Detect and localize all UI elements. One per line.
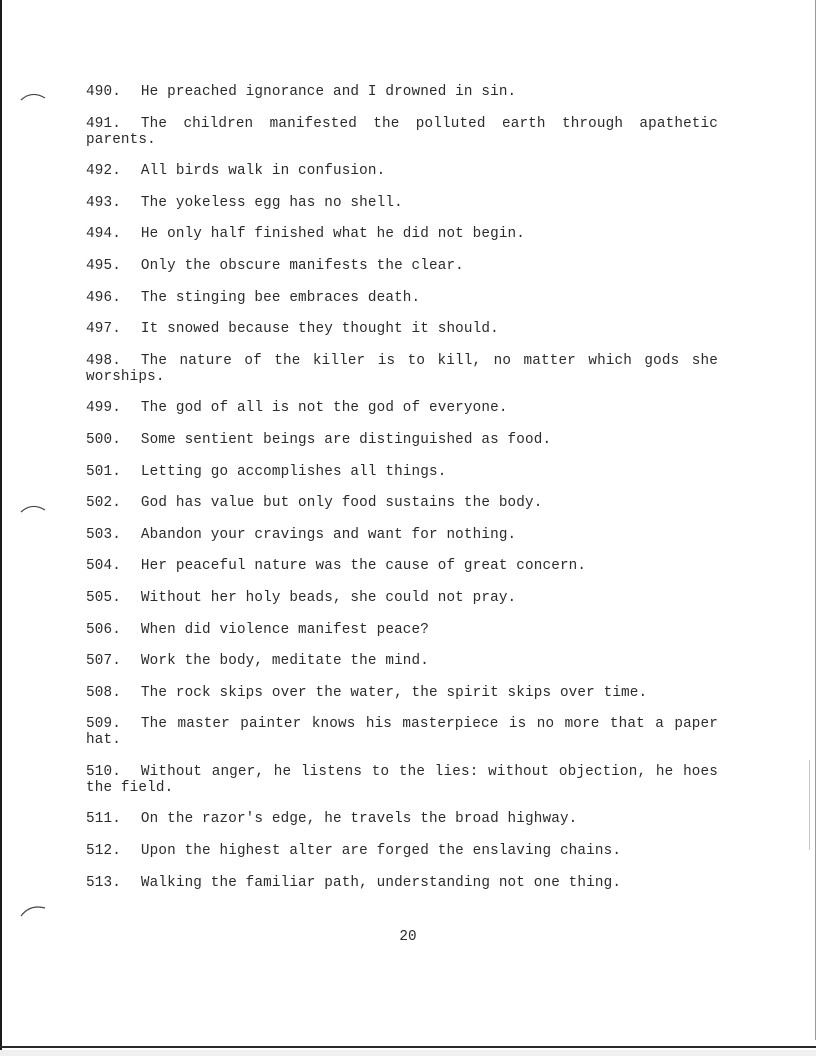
entry-number: 492. [86,163,121,180]
punch-hole-mark-middle [20,500,46,518]
aphorism-entry [86,527,718,543]
aphorism-entry [86,495,718,511]
entry-text: Her peaceful nature was the cause of great concern. [140,558,587,575]
entry-number: 511. [86,811,121,828]
aphorism-entry [86,84,718,100]
aphorism-entry [86,290,718,306]
entry-number: 505. [86,589,121,606]
scan-edge-right-inner [809,760,810,850]
aphorism-entry [86,622,718,638]
entry-text: God has value but only food sustains the body. [140,495,543,512]
entry-text: The god of all is not the god of everyone. [140,400,508,417]
entry-number: 506. [86,621,121,638]
entry-text: The nature of the killer is to kill, no matter which gods she worships. [86,352,718,385]
entry-text: Without her holy beads, she could not pray. [140,589,517,606]
aphorism-entry [86,464,718,480]
entry-number: 498. [86,352,121,369]
entry-text: The rock skips over the water, the spirit skips over time. [140,684,648,701]
aphorism-entry [86,400,718,416]
page-number: 20 [399,929,417,945]
entry-number: 497. [86,321,121,338]
entry-text: All birds walk in confusion. [140,163,386,180]
aphorism-entry [86,116,718,148]
entry-number: 512. [86,843,121,860]
aphorism-entry [86,195,718,211]
entry-number: 509. [86,716,121,733]
entry-number: 496. [86,289,121,306]
entry-number: 493. [86,194,121,211]
punch-hole-mark-bottom [20,902,46,920]
aphorism-entry [86,226,718,242]
entry-text: Walking the familiar path, understanding not one thing. [140,874,622,891]
aphorism-list [86,84,718,891]
entry-text: Letting go accomplishes all things. [140,463,447,480]
entry-text: It snowed because they thought it should. [140,321,499,338]
scan-margin-bottom [0,1050,816,1056]
aphorism-entry [86,843,718,859]
entry-text: The stinging bee embraces death. [140,289,421,306]
entry-text: He preached ignorance and I drowned in sin. [140,84,517,100]
entry-text: He only half finished what he did not begin. [140,226,526,243]
entry-number: 500. [86,431,121,448]
aphorism-entry [86,590,718,606]
entry-number: 491. [86,115,121,132]
entry-number: 494. [86,226,121,243]
scan-edge-left [0,0,2,1056]
entry-number: 501. [86,463,121,480]
entry-text: Abandon your cravings and want for nothing. [140,526,517,543]
entry-text: The master painter knows his masterpiece is no more that a paper hat. [86,716,718,749]
entry-text: Upon the highest alter are forged the enslaving chains. [140,843,622,860]
aphorism-entry [86,258,718,274]
entry-text: Work the body, meditate the mind. [140,653,429,670]
aphorism-entry [86,685,718,701]
scan-edge-bottom [0,1046,816,1048]
aphorism-entry [86,811,718,827]
entry-text: Without anger, he listens to the lies: without objection, he hoes the field. [86,763,718,796]
entry-text: The children manifested the polluted earth through apathetic parents. [86,115,718,148]
aphorism-entry [86,716,718,748]
aphorism-entry [86,875,718,891]
entry-text: The yokeless egg has no shell. [140,194,403,211]
entry-number: 510. [86,763,121,780]
entry-text: Some sentient beings are distinguished as food. [140,431,552,448]
entry-number: 513. [86,874,121,891]
aphorism-entry [86,764,718,796]
entry-number: 495. [86,257,121,274]
entry-text: When did violence manifest peace? [140,621,429,638]
entry-number: 503. [86,526,121,543]
entry-number: 499. [86,400,121,417]
punch-hole-mark-top [20,88,46,106]
aphorism-entry [86,558,718,574]
entry-text: Only the obscure manifests the clear. [140,257,464,274]
aphorism-entry [86,432,718,448]
entry-text: On the razor's edge, he travels the broad highway. [140,811,578,828]
aphorism-entry [86,163,718,179]
entry-number: 508. [86,684,121,701]
entry-number: 502. [86,495,121,512]
aphorism-entry [86,653,718,669]
aphorism-entry [86,321,718,337]
entry-number: 504. [86,558,121,575]
entry-number: 507. [86,653,121,670]
aphorism-entry [86,353,718,385]
entry-number: 490. [86,84,121,100]
